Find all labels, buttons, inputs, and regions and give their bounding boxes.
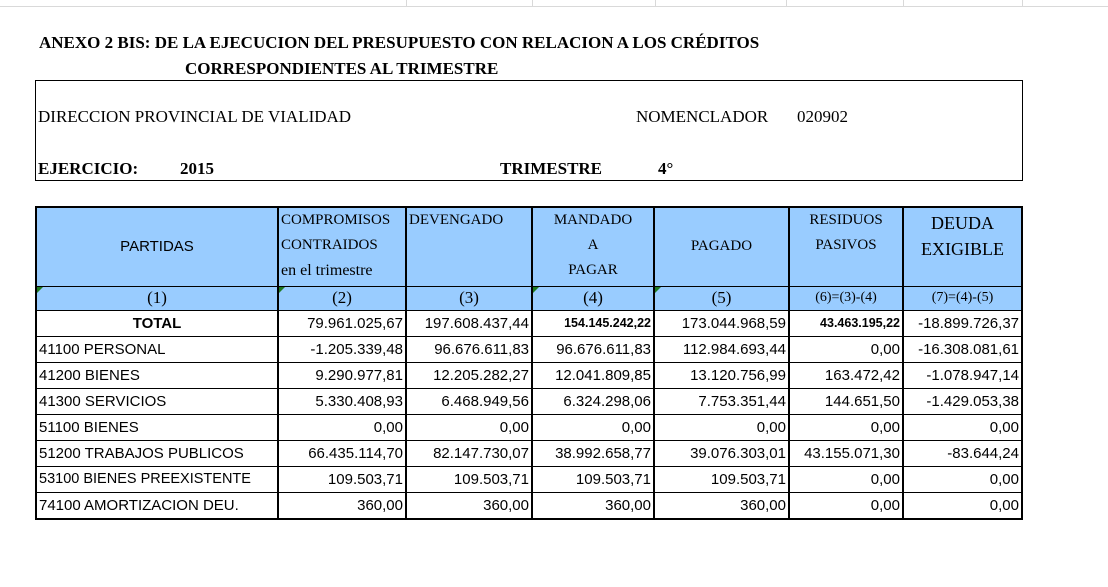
index-cell <box>278 286 406 310</box>
partida-cell: TOTAL <box>36 310 278 336</box>
header-mandado <box>532 207 654 286</box>
value-cell: 0,00 <box>278 414 406 440</box>
value-cell: 7.753.351,44 <box>654 388 789 414</box>
value-cell: 12.205.282,27 <box>406 362 532 388</box>
header-residuos-line2: PASIVOS <box>815 237 877 253</box>
value-cell: -83.644,24 <box>903 440 1022 466</box>
value-cell: 0,00 <box>789 414 903 440</box>
header-compromisos-line2: CONTRAIDOS <box>281 237 378 253</box>
table-row <box>36 440 1022 466</box>
header-deuda <box>903 207 1022 286</box>
table-row <box>36 336 1022 362</box>
index-label: (6)=(3)-(4) <box>815 290 877 305</box>
value-cell: 0,00 <box>789 466 903 492</box>
value-cell: 109.503,71 <box>278 466 406 492</box>
value-cell: 360,00 <box>278 492 406 519</box>
header-residuos-line1: RESIDUOS <box>809 212 883 228</box>
table-row-total <box>36 310 1022 336</box>
index-cell <box>654 286 789 310</box>
trimestre-label: TRIMESTRE <box>500 159 603 178</box>
index-cell <box>789 286 903 310</box>
header-compromisos-line1: COMPROMISOS <box>281 212 391 228</box>
value-cell: 43.155.071,30 <box>789 440 903 466</box>
value-cell: 0,00 <box>654 414 789 440</box>
value-cell: 38.992.658,77 <box>532 440 654 466</box>
index-label: (1) <box>147 288 167 307</box>
value-cell: 13.120.756,99 <box>654 362 789 388</box>
header-mandado-line1: MANDADO <box>553 212 633 228</box>
value-cell: 39.076.303,01 <box>654 440 789 466</box>
value-cell: 9.290.977,81 <box>278 362 406 388</box>
cell-marker-triangle <box>533 287 539 293</box>
column-index-row <box>36 286 1022 310</box>
header-pagado <box>654 207 789 286</box>
value-cell: 154.145.242,22 <box>532 310 654 336</box>
header-devengado-label: DEVENGADO <box>409 212 504 228</box>
header-deuda-line2: EXIGIBLE <box>921 239 1004 259</box>
value-cell: 43.463.195,22 <box>789 310 903 336</box>
ejercicio-value: 2015 <box>180 159 214 178</box>
partida-cell: 41300 SERVICIOS <box>36 388 278 414</box>
table-row <box>36 362 1022 388</box>
value-cell: 109.503,71 <box>406 466 532 492</box>
value-cell: 360,00 <box>654 492 789 519</box>
header-partidas-label: PARTIDAS <box>120 238 194 256</box>
value-cell: 0,00 <box>406 414 532 440</box>
value-cell: 109.503,71 <box>532 466 654 492</box>
value-cell: 173.044.968,59 <box>654 310 789 336</box>
value-cell: 112.984.693,44 <box>654 336 789 362</box>
spreadsheet-gridlines <box>0 0 1108 7</box>
value-cell: 0,00 <box>903 466 1022 492</box>
table-row <box>36 414 1022 440</box>
index-label: (2) <box>332 288 352 307</box>
value-cell: -1.429.053,38 <box>903 388 1022 414</box>
partida-cell: 51200 TRABAJOS PUBLICOS <box>36 440 278 466</box>
value-cell: 5.330.408,93 <box>278 388 406 414</box>
value-cell: 144.651,50 <box>789 388 903 414</box>
value-cell: 82.147.730,07 <box>406 440 532 466</box>
page-title: ANEXO 2 BIS: DE LA EJECUCION DEL PRESUPUESTO CON RELACION A LOS CRÉDITOS <box>39 33 760 52</box>
header-devengado <box>406 207 532 286</box>
page-subtitle: CORRESPONDIENTES AL TRIMESTRE <box>185 59 499 78</box>
info-box <box>35 80 1023 181</box>
table-row <box>36 492 1022 519</box>
value-cell: -18.899.726,37 <box>903 310 1022 336</box>
index-cell <box>406 286 532 310</box>
table-row <box>36 466 1022 492</box>
header-deuda-line1: DEUDA <box>931 213 994 233</box>
nomenclador-label: NOMENCLADOR <box>636 107 769 126</box>
header-mandado-line2: A <box>587 237 599 253</box>
value-cell: -1.205.339,48 <box>278 336 406 362</box>
value-cell: 109.503,71 <box>654 466 789 492</box>
index-label: (3) <box>459 288 479 307</box>
nomenclador-value: 020902 <box>797 107 848 126</box>
header-partidas <box>36 207 278 286</box>
index-cell <box>532 286 654 310</box>
partida-cell: 53100 BIENES PREEXISTENTE <box>36 466 278 492</box>
header-mandado-line3: PAGAR <box>568 262 618 278</box>
value-cell: 197.608.437,44 <box>406 310 532 336</box>
cell-marker-triangle <box>279 287 285 293</box>
value-cell: 96.676.611,83 <box>532 336 654 362</box>
value-cell: 96.676.611,83 <box>406 336 532 362</box>
value-cell: -1.078.947,14 <box>903 362 1022 388</box>
value-cell: 0,00 <box>789 492 903 519</box>
value-cell: 66.435.114,70 <box>278 440 406 466</box>
cell-marker-triangle <box>655 287 661 293</box>
partida-cell: 41100 PERSONAL <box>36 336 278 362</box>
header-compromisos-line3: en el trimestre <box>281 262 373 279</box>
value-cell: 0,00 <box>532 414 654 440</box>
index-label: (7)=(4)-(5) <box>931 290 994 305</box>
partida-cell: 51100 BIENES <box>36 414 278 440</box>
cell-marker-triangle <box>37 287 43 293</box>
value-cell: 12.041.809,85 <box>532 362 654 388</box>
ejercicio-label: EJERCICIO: <box>38 159 139 178</box>
header-pagado-label: PAGADO <box>690 238 753 255</box>
header-residuos <box>789 207 903 286</box>
header-compromisos <box>278 207 406 286</box>
table-header-row <box>36 207 1022 286</box>
value-cell: 360,00 <box>532 492 654 519</box>
value-cell: 0,00 <box>903 492 1022 519</box>
partida-cell: 41200 BIENES <box>36 362 278 388</box>
value-cell: 163.472,42 <box>789 362 903 388</box>
index-cell <box>36 286 278 310</box>
index-cell <box>903 286 1022 310</box>
value-cell: 6.324.298,06 <box>532 388 654 414</box>
index-label: (4) <box>583 288 603 307</box>
value-cell: 0,00 <box>903 414 1022 440</box>
value-cell: 6.468.949,56 <box>406 388 532 414</box>
index-label: (5) <box>711 288 732 307</box>
value-cell: 0,00 <box>789 336 903 362</box>
trimestre-value: 4° <box>658 159 674 178</box>
value-cell: 360,00 <box>406 492 532 519</box>
value-cell: 79.961.025,67 <box>278 310 406 336</box>
value-cell: -16.308.081,61 <box>903 336 1022 362</box>
entity-name: DIRECCION PROVINCIAL DE VIALIDAD <box>38 107 352 126</box>
budget-execution-table <box>35 206 1023 520</box>
partida-cell: 74100 AMORTIZACION DEU. <box>36 492 278 519</box>
table-row <box>36 388 1022 414</box>
